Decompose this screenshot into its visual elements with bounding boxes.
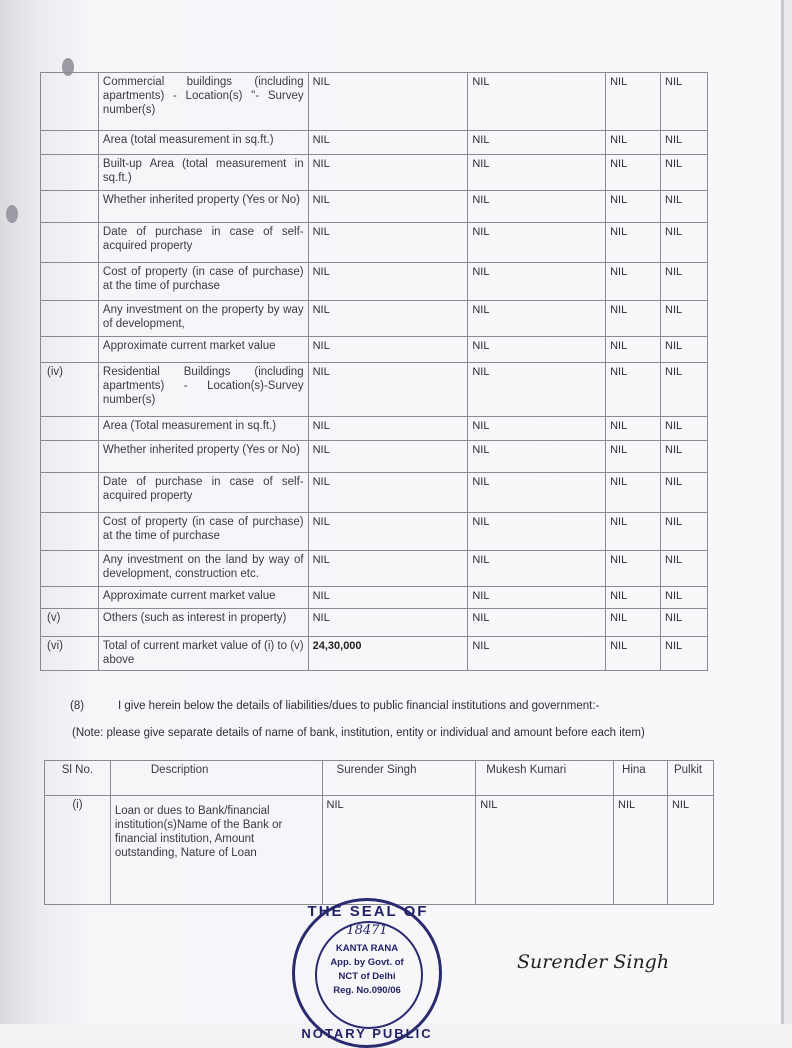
cell-value: NIL — [606, 73, 661, 131]
row-description: Any investment on the property by way of development, — [98, 301, 308, 337]
table-row — [41, 223, 708, 263]
row-number — [41, 263, 99, 301]
seal-name: KANTA RANA — [335, 943, 399, 954]
row-number — [41, 301, 99, 337]
cell-value: NIL — [606, 131, 661, 155]
cell-value: NIL — [308, 551, 468, 587]
table-row — [41, 417, 708, 441]
section-number: (8) — [70, 700, 85, 712]
row-number — [41, 441, 99, 473]
cell-value: NIL — [468, 155, 606, 191]
cell-value: NIL — [661, 131, 708, 155]
cell-value: NIL — [661, 263, 708, 301]
header-sl: Sl No. — [45, 761, 111, 796]
row-number — [41, 587, 99, 609]
seal-number: 18471 — [346, 923, 388, 938]
cell-value: NIL — [468, 417, 606, 441]
table-row — [41, 337, 708, 363]
cell-value: NIL — [606, 587, 661, 609]
cell-value: 24,30,000 — [308, 637, 468, 671]
cell-value: NIL — [661, 73, 708, 131]
cell-value: NIL — [661, 513, 708, 551]
cell-value: NIL — [661, 191, 708, 223]
header-surender-singh: Surender Singh — [322, 761, 476, 796]
cell-value: NIL — [606, 513, 661, 551]
section-note: (Note: please give separate details of name of bank, institution, entity or individual and amount before each item) — [72, 727, 645, 739]
cell-value: NIL — [308, 263, 468, 301]
row-number — [41, 73, 99, 131]
row-description: Date of purchase in case of self-acquired property — [98, 473, 308, 513]
cell-value: NIL — [468, 513, 606, 551]
cell-value: NIL — [606, 223, 661, 263]
cell-value: NIL — [606, 441, 661, 473]
cell-value: NIL — [661, 551, 708, 587]
cell-value: NIL — [308, 473, 468, 513]
table-row — [41, 473, 708, 513]
binder-hole — [6, 205, 18, 223]
cell-value: NIL — [661, 223, 708, 263]
row-description: Total of current market value of (i) to (v) above — [98, 637, 308, 671]
cell-value: NIL — [468, 363, 606, 417]
cell-value: NIL — [308, 73, 468, 131]
cell-value: NIL — [661, 155, 708, 191]
cell-value: NIL — [308, 131, 468, 155]
table-row — [41, 551, 708, 587]
cell-value: NIL — [308, 155, 468, 191]
page-edge — [784, 0, 792, 1024]
row-description: Cost of property (in case of purchase) at the time of purchase — [98, 263, 308, 301]
cell-value: NIL — [661, 363, 708, 417]
table-row — [41, 637, 708, 671]
cell-value: NIL — [606, 473, 661, 513]
row-number: (iv) — [41, 363, 99, 417]
cell-value: NIL — [308, 441, 468, 473]
row-description: Whether inherited property (Yes or No) — [98, 441, 308, 473]
cell-value: NIL — [606, 155, 661, 191]
cell-value: NIL — [308, 587, 468, 609]
row-number — [41, 223, 99, 263]
header-pulkit: Pulkit — [667, 761, 713, 796]
cell-value: NIL — [606, 637, 661, 671]
row-description: Approximate current market value — [98, 587, 308, 609]
cell-value: NIL — [606, 417, 661, 441]
cell-value: NIL — [308, 513, 468, 551]
cell-value: NIL — [468, 637, 606, 671]
cell-value: NIL — [667, 796, 713, 905]
table-row — [41, 131, 708, 155]
cell-value: NIL — [661, 473, 708, 513]
row-number — [41, 513, 99, 551]
row-number — [41, 191, 99, 223]
cell-value: NIL — [308, 191, 468, 223]
row-description: Commercial buildings (including apartments) - Location(s) "- Survey number(s) — [98, 73, 308, 131]
signature: Surender Singh — [517, 951, 670, 973]
cell-value: NIL — [308, 609, 468, 637]
table-header-row — [45, 761, 714, 796]
table-row — [41, 609, 708, 637]
row-description: Loan or dues to Bank/financial institution(s)Name of the Bank or financial institution, Amount outstanding, Nature of Loan — [110, 796, 322, 905]
row-description: Residential Buildings (including apartments) - Location(s)-Survey number(s) — [98, 363, 308, 417]
table-row — [41, 263, 708, 301]
cell-value: NIL — [308, 417, 468, 441]
seal-top-text: THE SEAL OF — [307, 903, 429, 920]
cell-value: NIL — [468, 191, 606, 223]
seal-bottom-text: NOTARY PUBLIC — [301, 1026, 433, 1041]
row-number: (vi) — [41, 637, 99, 671]
cell-value: NIL — [661, 417, 708, 441]
cell-value: NIL — [308, 301, 468, 337]
row-description: Approximate current market value — [98, 337, 308, 363]
assets-table — [40, 72, 708, 671]
cell-value: NIL — [606, 301, 661, 337]
page-edge-line — [781, 0, 784, 1024]
header-mukesh-kumari: Mukesh Kumari — [476, 761, 614, 796]
cell-value: NIL — [468, 131, 606, 155]
cell-value: NIL — [308, 223, 468, 263]
table-row — [41, 363, 708, 417]
cell-value: NIL — [322, 796, 476, 905]
table-row — [41, 191, 708, 223]
cell-value: NIL — [661, 337, 708, 363]
row-number — [41, 337, 99, 363]
header-description: Description — [110, 761, 322, 796]
row-description: Others (such as interest in property) — [98, 609, 308, 637]
cell-value: NIL — [661, 609, 708, 637]
table-row — [41, 441, 708, 473]
cell-value: NIL — [661, 587, 708, 609]
row-description: Date of purchase in case of self-acquired property — [98, 223, 308, 263]
table-row — [41, 301, 708, 337]
cell-value: NIL — [606, 337, 661, 363]
row-number — [41, 131, 99, 155]
cell-value: NIL — [606, 191, 661, 223]
table-row — [41, 155, 708, 191]
cell-value: NIL — [661, 441, 708, 473]
row-number: (i) — [45, 796, 111, 905]
row-description: Area (total measurement in sq.ft.) — [98, 131, 308, 155]
header-hina: Hina — [614, 761, 668, 796]
cell-value: NIL — [606, 363, 661, 417]
row-description: Cost of property (in case of purchase) at the time of purchase — [98, 513, 308, 551]
cell-value: NIL — [661, 637, 708, 671]
cell-value: NIL — [606, 609, 661, 637]
row-description: Whether inherited property (Yes or No) — [98, 191, 308, 223]
seal-line1: App. by Govt. of — [330, 957, 404, 968]
row-number — [41, 417, 99, 441]
cell-value: NIL — [468, 337, 606, 363]
cell-value: NIL — [468, 609, 606, 637]
table-row — [41, 513, 708, 551]
section-heading: I give herein below the details of liabilities/dues to public financial institutions and government:- — [118, 700, 600, 712]
row-description: Any investment on the land by way of development, construction etc. — [98, 551, 308, 587]
cell-value: NIL — [468, 473, 606, 513]
row-description: Area (Total measurement in sq.ft.) — [98, 417, 308, 441]
cell-value: NIL — [476, 796, 614, 905]
cell-value: NIL — [468, 551, 606, 587]
cell-value: NIL — [468, 223, 606, 263]
cell-value: NIL — [468, 587, 606, 609]
cell-value: NIL — [661, 301, 708, 337]
cell-value: NIL — [614, 796, 668, 905]
seal-reg: Reg. No.090/06 — [333, 985, 401, 996]
cell-value: NIL — [606, 551, 661, 587]
cell-value: NIL — [468, 73, 606, 131]
liabilities-table — [44, 760, 714, 905]
notary-seal — [292, 898, 442, 1048]
cell-value: NIL — [468, 301, 606, 337]
table-row — [41, 587, 708, 609]
seal-line2: NCT of Delhi — [338, 971, 396, 982]
row-number: (v) — [41, 609, 99, 637]
cell-value: NIL — [308, 363, 468, 417]
row-number — [41, 473, 99, 513]
cell-value: NIL — [606, 263, 661, 301]
row-number — [41, 551, 99, 587]
cell-value: NIL — [308, 337, 468, 363]
row-description: Built-up Area (total measurement in sq.ft.) — [98, 155, 308, 191]
table-row — [45, 796, 714, 905]
cell-value: NIL — [468, 263, 606, 301]
cell-value: NIL — [468, 441, 606, 473]
table-row — [41, 73, 708, 131]
row-number — [41, 155, 99, 191]
